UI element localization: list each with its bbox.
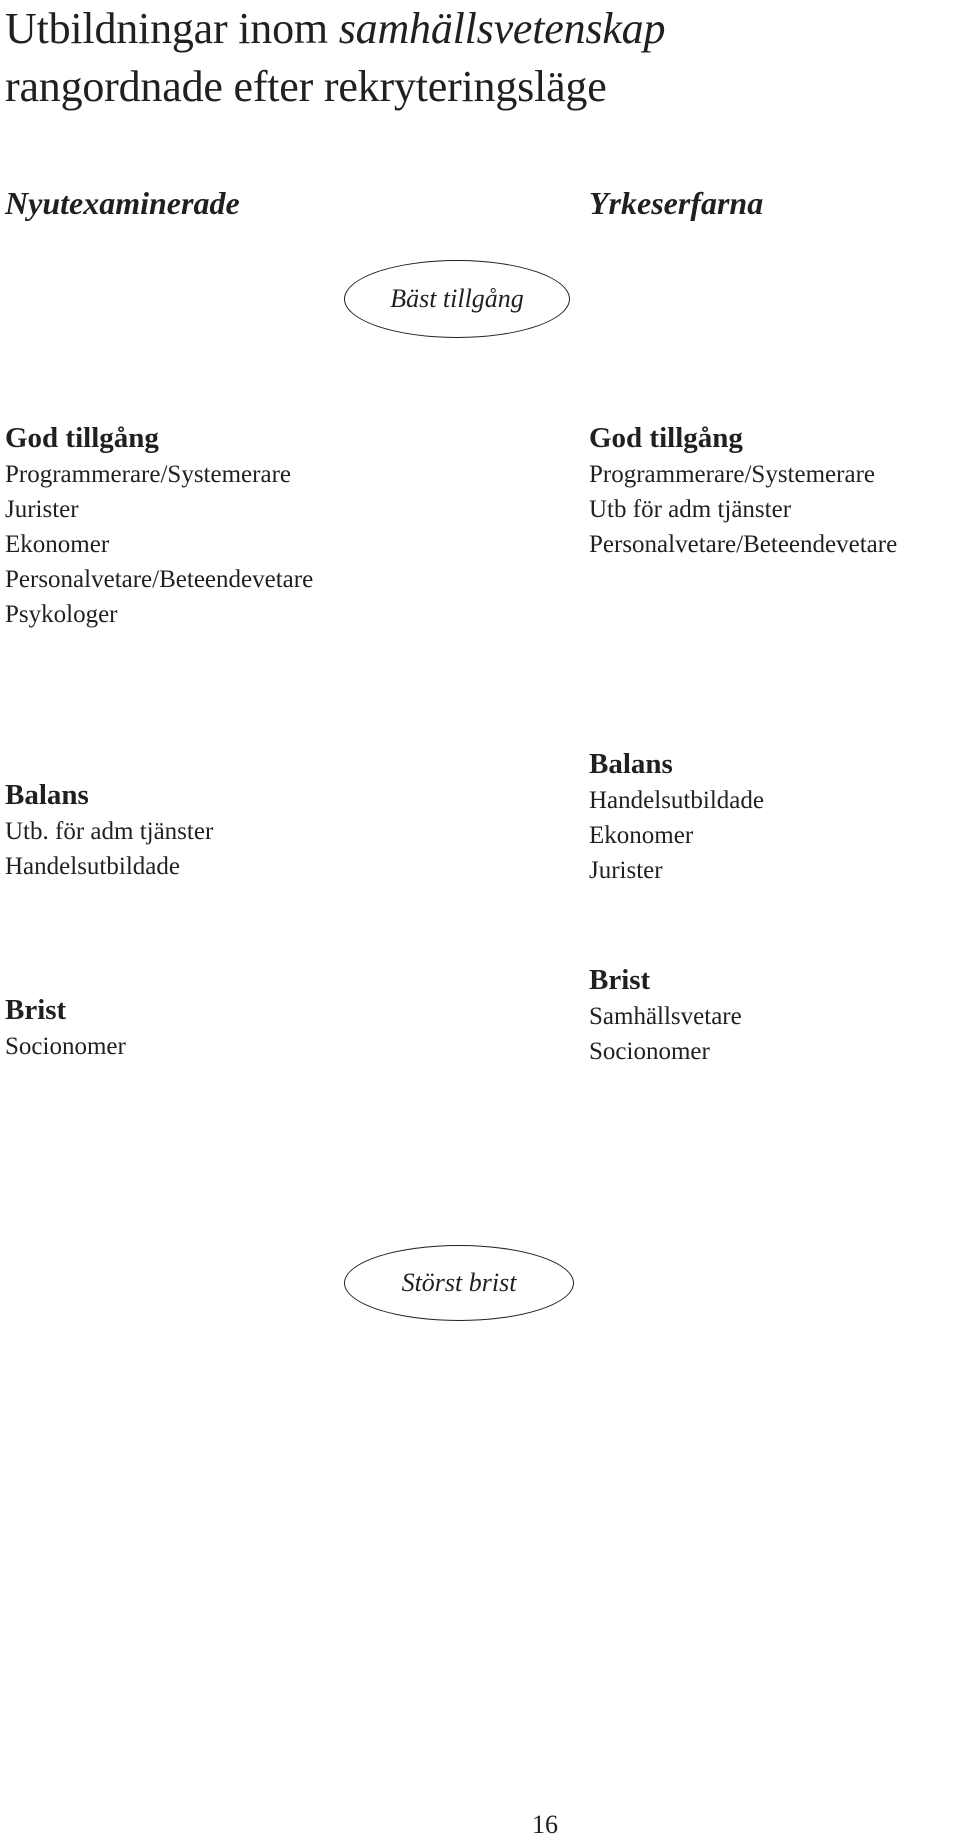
best-supply-label: Bäst tillgång <box>390 284 524 313</box>
list-item: Personalvetare/Beteendevetare <box>5 566 314 593</box>
list-item: Handelsutbildade <box>589 787 764 814</box>
group-heading: God tillgång <box>589 422 743 454</box>
list-item: Jurister <box>589 857 663 884</box>
list-item: Utb. för adm tjänster <box>5 818 214 845</box>
column-heading-experienced: Yrkeserfarna <box>589 185 764 221</box>
list-item: Utb för adm tjänster <box>589 496 792 523</box>
list-item: Socionomer <box>5 1033 126 1060</box>
title-line-2: rangordnade efter rekryteringsläge <box>5 62 607 111</box>
list-item: Samhällsvetare <box>589 1003 742 1030</box>
left-group-balance <box>5 776 213 884</box>
list-item: Handelsutbildade <box>5 853 180 880</box>
list-item: Jurister <box>5 496 79 523</box>
page-title <box>5 0 665 116</box>
list-item: Ekonomer <box>5 531 110 558</box>
column-heading-new-graduates: Nyutexaminerade <box>5 185 240 221</box>
group-list <box>589 783 764 888</box>
list-item: Programmerare/Systemerare <box>5 461 291 488</box>
group-list <box>5 814 213 884</box>
largest-shortage-oval <box>344 1245 574 1321</box>
title-emphasis: samhällsvetenskap <box>338 4 666 53</box>
group-list <box>589 457 897 562</box>
list-item: Programmerare/Systemerare <box>589 461 875 488</box>
group-heading: Brist <box>589 964 651 996</box>
left-group-good-supply <box>5 419 313 632</box>
group-heading: Balans <box>589 748 673 780</box>
best-supply-oval <box>344 260 570 338</box>
largest-shortage-label: Störst brist <box>401 1268 517 1297</box>
group-heading: Balans <box>5 779 89 811</box>
group-list <box>589 999 742 1069</box>
left-group-shortage <box>5 991 126 1064</box>
list-item: Socionomer <box>589 1038 710 1065</box>
group-list <box>5 1029 126 1064</box>
right-group-shortage <box>589 961 742 1069</box>
page-number: 16 <box>532 1810 558 1839</box>
list-item: Ekonomer <box>589 822 694 849</box>
list-item: Psykologer <box>5 601 118 628</box>
group-heading: God tillgång <box>5 422 159 454</box>
title-line-1 <box>5 0 665 58</box>
right-group-balance <box>589 745 764 888</box>
right-group-good-supply <box>589 419 897 562</box>
title-prefix: Utbildningar inom <box>5 4 339 53</box>
group-list <box>5 457 313 632</box>
group-heading: Brist <box>5 994 67 1026</box>
list-item: Personalvetare/Beteendevetare <box>589 531 898 558</box>
